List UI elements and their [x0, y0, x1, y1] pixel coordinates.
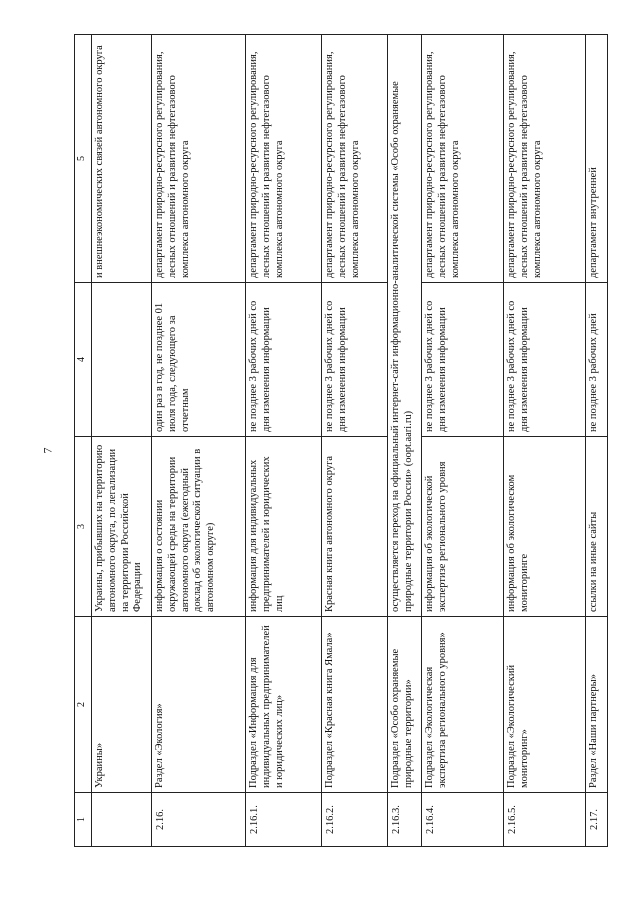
update-period: не позднее 3 рабочих дней	[586, 283, 608, 437]
information-content: информация для индивидуальных предпринимателей и юридических лиц	[246, 437, 322, 617]
column-header-name: 2	[75, 617, 92, 793]
information-content: Украины, прибывших на территорию автономного округа, по легализации на территории Российской Федерации	[92, 437, 152, 617]
table-row	[322, 35, 388, 847]
section-name: Раздел «Экология»	[152, 617, 246, 793]
rotated-page-content	[74, 35, 600, 847]
table-row	[152, 35, 246, 847]
information-table	[74, 34, 608, 847]
responsible-department: департамент природно-ресурсного регулирования, лесных отношений и развития нефтегазового комплекса автономного округа	[422, 35, 504, 283]
table-header-row	[75, 35, 92, 847]
page-number: 7	[40, 447, 55, 454]
table-row	[246, 35, 322, 847]
update-period: один раз в год, не позднее 01 июля года, следующего за отчетным	[152, 283, 246, 437]
section-name: Подраздел «Особо охраняемые природные территории»	[388, 617, 422, 793]
responsible-department: департамент природно-ресурсного регулирования, лесных отношений и развития нефтегазового комплекса автономного округа	[504, 35, 586, 283]
information-content: информация об экологической экспертизе регионального уровня	[422, 437, 504, 617]
section-name: Украины»	[92, 617, 152, 793]
information-content: информация об экологическом мониторинге	[504, 437, 586, 617]
information-content: Красная книга автономного округа	[322, 437, 388, 617]
information-content: информация о состоянии окружающей среды на территории автономного округа (ежегодный доклад об экологической ситуации в автономном округе)	[152, 437, 246, 617]
table-row	[504, 35, 586, 847]
column-header-number: 1	[75, 793, 92, 847]
table-row	[586, 35, 608, 847]
responsible-department: и внешнеэкономических связей автономного округа	[92, 35, 152, 283]
section-name: Подраздел «Экологическая экспертиза регионального уровня»	[422, 617, 504, 793]
section-name: Раздел «Наши партнеры»	[586, 617, 608, 793]
information-content: ссылки на иные сайты	[586, 437, 608, 617]
section-name: Подраздел «Информация для индивидуальных предпринимателей и юридических лиц»	[246, 617, 322, 793]
section-name: Подраздел «Красная книга Ямала»	[322, 617, 388, 793]
table-row	[422, 35, 504, 847]
column-header-content: 3	[75, 437, 92, 617]
row-number: 2.16.2.	[322, 793, 388, 847]
row-number: 2.16.3.	[388, 793, 422, 847]
table-row	[92, 35, 152, 847]
update-period: не позднее 3 рабочих дней со дня изменения информации	[246, 283, 322, 437]
table-row	[388, 35, 422, 847]
update-period: не позднее 3 рабочих дней со дня изменения информации	[322, 283, 388, 437]
responsible-department: департамент природно-ресурсного регулирования, лесных отношений и развития нефтегазового комплекса автономного округа	[152, 35, 246, 283]
merged-note-cell: осуществляется переход на официальный интернет-сайт информационно-аналитической системы «Особо охраняемые природные территории России» (oopt.aari.ru)	[388, 35, 422, 617]
responsible-department: департамент природно-ресурсного регулирования, лесных отношений и развития нефтегазового комплекса автономного округа	[322, 35, 388, 283]
row-number: 2.16.	[152, 793, 246, 847]
column-header-period: 4	[75, 283, 92, 437]
row-number: 2.16.5.	[504, 793, 586, 847]
update-period: не позднее 3 рабочих дней со дня изменения информации	[422, 283, 504, 437]
row-number: 2.17.	[586, 793, 608, 847]
update-period	[92, 283, 152, 437]
row-number	[92, 793, 152, 847]
responsible-department: департамент природно-ресурсного регулирования, лесных отношений и развития нефтегазового комплекса автономного округа	[246, 35, 322, 283]
section-name: Подраздел «Экологический мониторинг»	[504, 617, 586, 793]
update-period: не позднее 3 рабочих дней со дня изменения информации	[504, 283, 586, 437]
column-header-responsible: 5	[75, 35, 92, 283]
responsible-department: департамент внутренней	[586, 35, 608, 283]
row-number: 2.16.1.	[246, 793, 322, 847]
row-number: 2.16.4.	[422, 793, 504, 847]
